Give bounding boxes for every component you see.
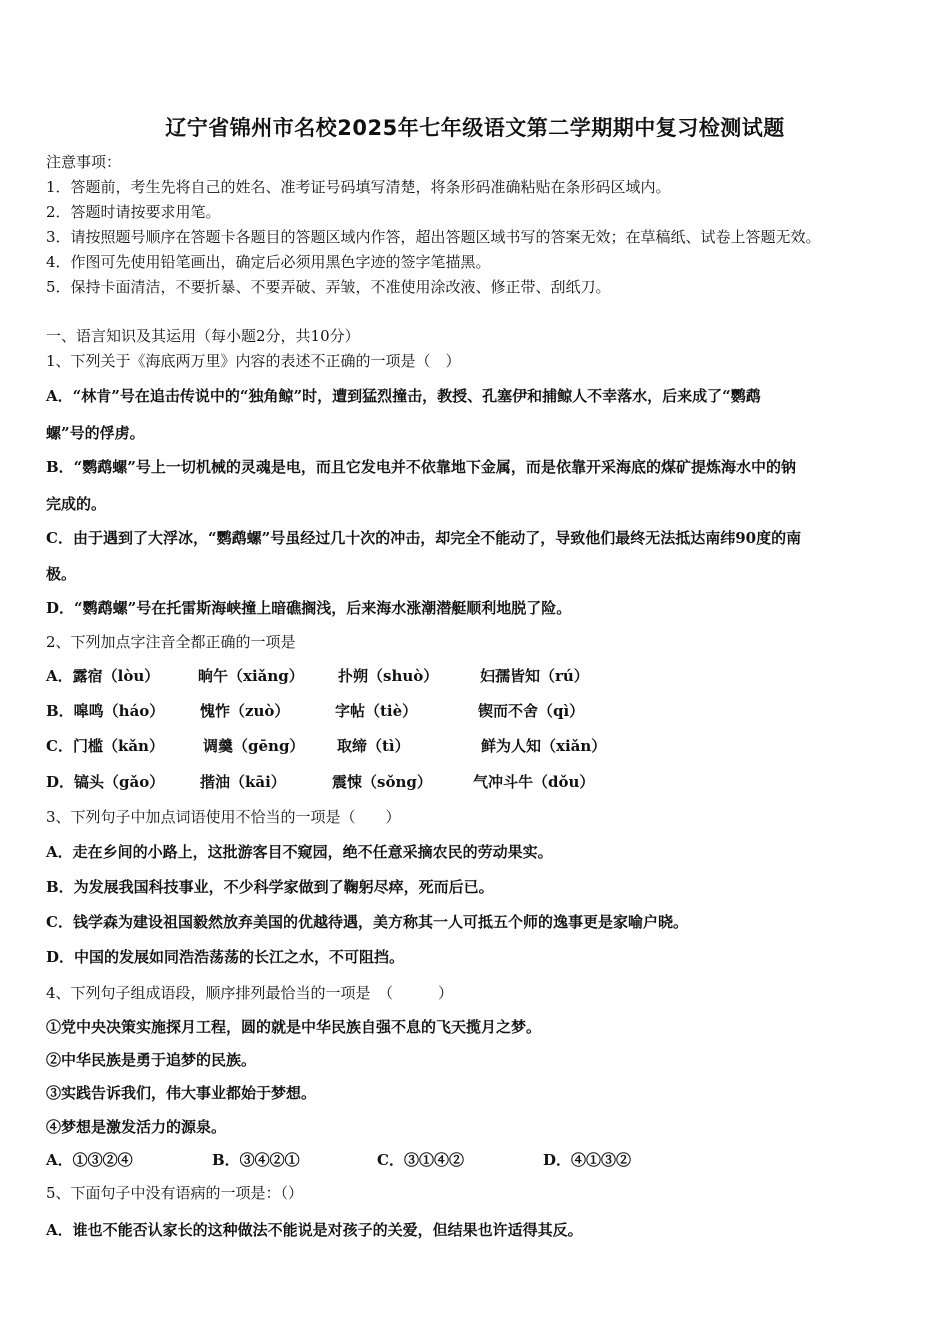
question-5-stem: 5、下面句子中没有语病的一项是：（） (46, 1184, 304, 1202)
question-4-choice: B．③④②① (212, 1151, 300, 1169)
question-2-option: 调羹（gēng） (203, 737, 305, 755)
question-4-sentence: ①党中央决策实施探月工程，圆的就是中华民族自强不息的飞天揽月之梦。 (46, 1018, 542, 1036)
question-4-sentence: ④梦想是激发活力的源泉。 (46, 1118, 227, 1136)
question-2-option: B．嗥鸣（háo） (46, 702, 165, 720)
question-1-option-d: D．“鹦鹉螺”号在托雷斯海峡撞上暗礁搁浅，后来海水涨潮潜艇顺利地脱了险。 (46, 599, 572, 617)
question-5-option: A．谁也不能否认家长的这种做法不能说是对孩子的关爱，但结果也许适得其反。 (46, 1221, 583, 1239)
notice-item: 2．答题时请按要求用笔。 (46, 203, 221, 221)
question-2-option: 震悚（sǒng） (332, 773, 432, 791)
question-1-option-c: C．由于遇到了大浮冰，“鹦鹉螺”号虽经过几十次的冲击，却完全不能动了，导致他们最终无法抵达南纬90度的南 (46, 529, 802, 547)
page-title: 辽宁省锦州市名校2025年七年级语文第二学期期中复习检测试题 (165, 116, 785, 140)
notice-heading: 注意事项： (46, 153, 122, 171)
question-4-choice: A．①③②④ (46, 1151, 133, 1169)
question-4-choice: D．④①③② (543, 1151, 632, 1169)
question-4-choice: C．③①④② (377, 1151, 464, 1169)
question-4-stem: 4、下列句子组成语段，顺序排列最恰当的一项是 （ ） (46, 984, 454, 1002)
question-2-option: 取缔（tì） (337, 737, 410, 755)
notice-item: 1．答题前，考生先将自己的姓名、准考证号码填写清楚，将条形码准确粘贴在条形码区域内。 (46, 178, 671, 196)
section-heading: 一、语言知识及其运用（每小题2分，共10分） (46, 327, 360, 345)
question-1-option-a: A．“林肯”号在追击传说中的“独角鲸”时，遭到猛烈撞击，教授、孔塞伊和捕鲸人不幸落水，后来成了“鹦鹉 (46, 387, 761, 405)
question-3-option: B．为发展我国科技事业，不少科学家做到了鞠躬尽瘁，死而后已。 (46, 878, 494, 896)
question-2-option: 鲜为人知（xiǎn） (481, 737, 607, 755)
question-2-option: 气冲斗牛（dǒu） (473, 773, 595, 791)
notice-item: 4．作图可先使用铅笔画出，确定后必须用黑色字迹的签字笔描黑。 (46, 253, 491, 271)
question-1-option-b-cont: 完成的。 (46, 495, 107, 513)
question-3-option: D．中国的发展如同浩浩荡荡的长江之水，不可阻挡。 (46, 948, 405, 966)
question-2-option: A．露宿（lòu） (46, 667, 160, 685)
question-2-option: 扑朔（shuò） (338, 667, 439, 685)
question-4-sentence: ③实践告诉我们，伟大事业都始于梦想。 (46, 1084, 317, 1102)
question-1-option-b: B．“鹦鹉螺”号上一切机械的灵魂是电，而且它发电并不依靠地下金属，而是依靠开采海底的煤矿提炼海水中的钠 (46, 458, 796, 476)
question-2-option: 愧怍（zuò） (200, 702, 290, 720)
question-2-option: 字帖（tiè） (335, 702, 418, 720)
question-1-option-c-cont: 极。 (46, 565, 77, 583)
question-3-stem: 3、下列句子中加点词语使用不恰当的一项是（ ） (46, 808, 401, 826)
question-4-sentence: ②中华民族是勇于追梦的民族。 (46, 1051, 257, 1069)
question-3-option: A．走在乡间的小路上，这批游客目不窥园，绝不任意采摘农民的劳动果实。 (46, 843, 553, 861)
question-1-option-a-cont: 螺”号的俘虏。 (46, 424, 145, 442)
notice-item: 5．保持卡面清洁，不要折暴、不要弄破、弄皱，不准使用涂改液、修正带、刮纸刀。 (46, 278, 611, 296)
question-2-option: 揩油（kāi） (200, 773, 286, 791)
question-2-option: 晌午（xiǎng） (198, 667, 304, 685)
question-2-stem: 2、下列加点字注音全都正确的一项是 (46, 633, 296, 651)
question-2-option: 妇孺皆知（rú） (480, 667, 589, 685)
question-1-stem: 1、下列关于《海底两万里》内容的表述不正确的一项是（ ） (46, 352, 461, 370)
question-3-option: C．钱学森为建设祖国毅然放弃美国的优越待遇，美方称其一人可抵五个师的逸事更是家喻户晓。 (46, 913, 688, 931)
notice-item: 3．请按照题号顺序在答题卡各题目的答题区域内作答，超出答题区域书写的答案无效；在草稿纸、试卷上答题无效。 (46, 228, 821, 246)
question-2-option: 锲而不舍（qì） (478, 702, 585, 720)
question-2-option: C．门槛（kǎn） (46, 737, 164, 755)
question-2-option: D．镐头（gǎo） (46, 773, 165, 791)
